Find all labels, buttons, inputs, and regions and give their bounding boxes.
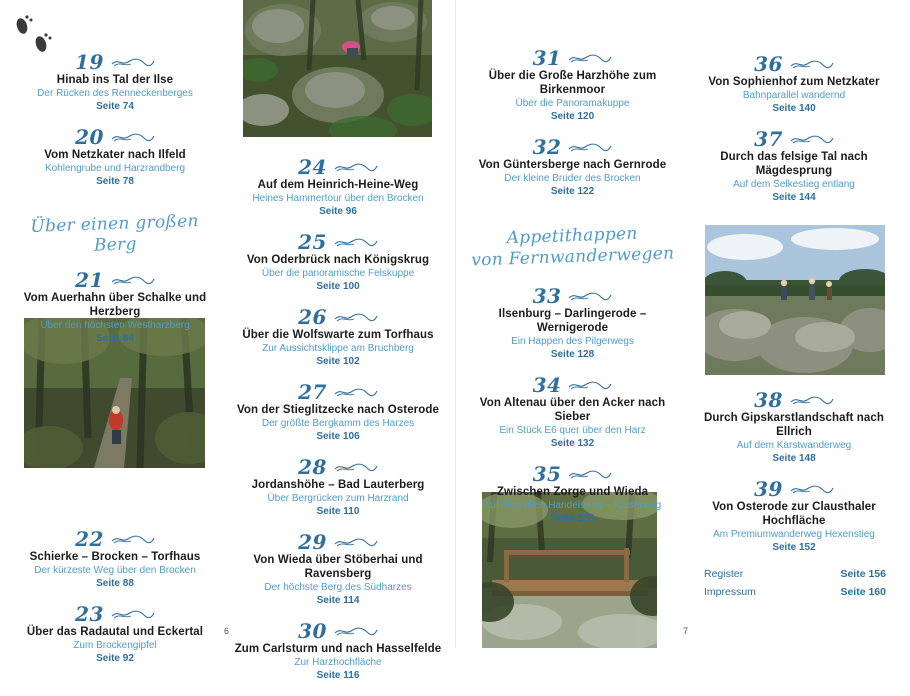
backmatter-list (690, 568, 898, 598)
toc-title: Von Osterode zur Clausthaler Hochfläche (712, 501, 876, 527)
contents-column-3 (470, 0, 675, 539)
toc-number: 29 (298, 530, 327, 554)
toc-entry[interactable] (12, 270, 218, 345)
toc-entry[interactable] (470, 137, 675, 198)
contents-column-1 (12, 0, 218, 679)
toc-number: 38 (754, 388, 783, 412)
toc-page: Seite 140 (772, 103, 816, 114)
toc-subtitle: Auf dem alten Handelsweg – Kaiserweg (483, 500, 662, 511)
toc-entry[interactable] (12, 52, 218, 113)
toc-page: Seite 144 (772, 192, 816, 203)
toc-number: 20 (75, 125, 104, 149)
squiggle-divider-icon (111, 534, 155, 544)
toc-subtitle: Der kürzeste Weg über den Brocken (34, 565, 196, 576)
toc-number-row (12, 270, 218, 290)
toc-title: Durch das felsige Tal nach Mägdesprung (720, 151, 868, 177)
toc-number-row (690, 390, 898, 410)
toc-entry[interactable] (470, 375, 675, 450)
backmatter-label: Impressum (704, 586, 756, 598)
toc-subtitle: Auf dem Selkestieg entlang (733, 179, 855, 190)
toc-title: Von Oderbrück nach Königskrug (246, 254, 430, 266)
toc-subtitle: Zur Aussichtsklippe am Bruchberg (262, 343, 414, 354)
contents-column-4 (690, 0, 898, 604)
toc-title: Vom Auerhahn über Schalke und Herzberg (23, 292, 207, 318)
toc-entry[interactable] (470, 48, 675, 123)
toc-number-row (232, 157, 444, 177)
squiggle-divider-icon (790, 395, 834, 405)
toc-number: 23 (75, 602, 104, 626)
toc-title: Auf dem Heinrich-Heine-Weg (257, 179, 419, 191)
toc-subtitle: Bahnparallel wandernd (742, 90, 846, 101)
toc-page: Seite 128 (550, 349, 595, 360)
toc-subtitle: Über die panoramische Felskuppe (261, 268, 415, 279)
toc-page: Seite 148 (772, 453, 816, 464)
toc-number-row (232, 532, 444, 552)
toc-entry[interactable] (470, 464, 675, 525)
toc-page: Seite 120 (550, 111, 595, 122)
toc-number: 22 (75, 527, 104, 551)
toc-entry[interactable] (690, 479, 898, 554)
toc-page: Seite 74 (96, 101, 134, 112)
toc-number: 30 (298, 619, 327, 643)
toc-title: Von Sophienhof zum Netzkater (708, 76, 880, 88)
toc-number-row (12, 529, 218, 549)
toc-title: Zum Carlsturm und nach Hasselfelde (234, 643, 442, 655)
toc-page: Seite 100 (316, 281, 360, 292)
squiggle-divider-icon (334, 312, 378, 322)
toc-number-row (232, 382, 444, 402)
toc-subtitle: Kohlengrube und Harzrandberg (44, 163, 186, 174)
toc-entry[interactable] (232, 232, 444, 293)
toc-title: Ilsenburg – Darlingerode – Wernigerode (498, 308, 647, 334)
toc-number-row (470, 464, 675, 484)
toc-page: Seite 92 (96, 653, 134, 664)
squiggle-divider-icon (334, 387, 378, 397)
squiggle-divider-icon (111, 132, 155, 142)
section-heading-grosser-berg (11, 210, 218, 259)
toc-subtitle: Der größte Bergkamm des Harzes (261, 418, 415, 429)
toc-entry[interactable] (232, 457, 444, 518)
toc-number: 28 (298, 455, 327, 479)
toc-title: Hinab ins Tal der Ilse (56, 74, 174, 86)
squiggle-divider-icon (111, 275, 155, 285)
squiggle-divider-icon (334, 626, 378, 636)
toc-entry[interactable] (690, 54, 898, 115)
toc-title: Jordanshöhe – Bad Lauterberg (251, 479, 425, 491)
toc-number-row (470, 48, 675, 68)
toc-number: 21 (75, 268, 104, 292)
squiggle-divider-icon (568, 53, 612, 63)
toc-number: 32 (532, 135, 562, 159)
toc-subtitle: Zur Harzhochfläche (294, 657, 382, 668)
folio-left: 6 (224, 626, 230, 636)
toc-page: Seite 96 (319, 206, 357, 217)
page-spine (455, 0, 456, 648)
backmatter-label: Register (704, 568, 744, 580)
squiggle-divider-icon (568, 380, 612, 390)
toc-number-row (470, 286, 675, 306)
squiggle-divider-icon (334, 162, 378, 172)
toc-number-row (690, 479, 898, 499)
toc-page: Seite 132 (550, 438, 595, 449)
toc-title: Von Altenau über den Acker nach Sieber (479, 397, 666, 423)
backmatter-page: Seite 156 (840, 568, 886, 580)
squiggle-divider-icon (111, 609, 155, 619)
toc-number-row (232, 232, 444, 252)
section-heading-appetithappen (469, 222, 675, 271)
toc-number-row (690, 129, 898, 149)
squiggle-divider-icon (790, 134, 834, 144)
toc-title: Über die Wolfswarte zum Torfhaus (242, 329, 434, 341)
toc-number: 35 (532, 462, 562, 486)
section-heading-line: Appetithappen (506, 223, 638, 249)
toc-number: 36 (754, 52, 783, 76)
toc-number: 19 (75, 50, 104, 74)
toc-entry[interactable] (232, 307, 444, 368)
toc-entry[interactable] (232, 532, 444, 607)
toc-title: Über die Große Harzhöhe zum Birkenmoor (488, 70, 657, 96)
toc-entry[interactable] (232, 621, 444, 682)
toc-subtitle: Ein Stück E6 quer über den Harz (499, 425, 646, 436)
squiggle-divider-icon (334, 462, 378, 472)
toc-entry[interactable] (232, 157, 444, 218)
toc-number-row (232, 307, 444, 327)
toc-page: Seite 110 (316, 506, 360, 517)
toc-subtitle: Zum Brockengipfel (73, 640, 157, 651)
toc-page: Seite 102 (316, 356, 360, 367)
toc-subtitle: Auf dem Karstwanderweg (736, 440, 852, 451)
toc-number: 25 (298, 230, 327, 254)
toc-title: Von Güntersberge nach Gernrode (478, 159, 667, 171)
toc-subtitle: Über die Panoramakuppe (515, 98, 630, 109)
toc-title: Von Wieda über Stöberhai und Ravensberg (253, 554, 423, 580)
toc-page: Seite 88 (96, 578, 134, 589)
toc-number-row (232, 621, 444, 641)
backmatter-row-register[interactable] (704, 568, 886, 580)
toc-page: Seite 136 (550, 513, 595, 524)
toc-number-row (232, 457, 444, 477)
toc-title: Über das Radautal und Eckertal (26, 626, 204, 638)
toc-entry[interactable] (690, 390, 898, 465)
toc-subtitle: Über den höchsten Westharzberg (40, 320, 190, 331)
toc-subtitle: Der kleine Bruder des Brocken (504, 173, 641, 184)
toc-subtitle: Am Premiumwanderweg Hexenstieg (713, 529, 875, 540)
toc-number: 31 (532, 46, 562, 70)
toc-number: 33 (532, 284, 562, 308)
toc-title: Vom Netzkater nach Ilfeld (44, 149, 186, 161)
toc-page: Seite 122 (550, 186, 595, 197)
toc-page: Seite 114 (316, 595, 360, 606)
toc-title: Zwischen Zorge und Wieda (496, 486, 649, 498)
toc-number: 39 (754, 477, 783, 501)
toc-number-row (690, 54, 898, 74)
squiggle-divider-icon (568, 291, 612, 301)
toc-page: Seite 106 (316, 431, 360, 442)
toc-entry[interactable] (470, 286, 675, 361)
squiggle-divider-icon (568, 142, 612, 152)
toc-entry[interactable] (232, 382, 444, 443)
toc-page: Seite 152 (772, 542, 816, 553)
toc-title: Von der Stieglitzecke nach Osterode (236, 404, 440, 416)
folio-right: 7 (683, 626, 689, 636)
toc-page: Seite 84 (96, 333, 134, 344)
squiggle-divider-icon (790, 59, 834, 69)
toc-entry[interactable] (690, 129, 898, 204)
section-heading-line: von Fernwanderwegen (470, 243, 675, 271)
squiggle-divider-icon (111, 57, 155, 67)
toc-number-row (12, 604, 218, 624)
toc-number: 26 (298, 305, 327, 329)
backmatter-page: Seite 160 (840, 586, 886, 598)
toc-number: 34 (532, 373, 562, 397)
toc-page: Seite 116 (316, 670, 360, 681)
squiggle-divider-icon (334, 237, 378, 247)
toc-subtitle: Über Bergrücken zum Harzrand (267, 493, 409, 504)
squiggle-divider-icon (568, 469, 612, 479)
toc-page: Seite 78 (96, 176, 134, 187)
contents-column-2 (232, 0, 444, 696)
toc-title: Schierke – Brocken – Torfhaus (29, 551, 201, 563)
toc-title: Durch Gipskarstlandschaft nach Ellrich (703, 412, 885, 438)
toc-number: 24 (298, 155, 327, 179)
toc-subtitle: Ein Happen des Pilgerwegs (511, 336, 634, 347)
toc-subtitle: Der höchste Berg des Südharzes (264, 582, 412, 593)
toc-subtitle: Heines Hammertour über den Brocken (252, 193, 424, 204)
toc-number-row (12, 52, 218, 72)
toc-number-row (470, 137, 675, 157)
squiggle-divider-icon (790, 484, 834, 494)
toc-number: 37 (754, 127, 783, 151)
backmatter-row-impressum[interactable] (704, 586, 886, 598)
toc-number-row (12, 127, 218, 147)
section-heading-line: Über einen großen Berg (30, 211, 200, 256)
toc-subtitle: Der Rücken des Renneckenberges (37, 88, 193, 99)
toc-number-row (470, 375, 675, 395)
toc-entry[interactable] (12, 529, 218, 590)
toc-entry[interactable] (12, 604, 218, 665)
squiggle-divider-icon (334, 537, 378, 547)
toc-entry[interactable] (12, 127, 218, 188)
toc-number: 27 (298, 380, 327, 404)
